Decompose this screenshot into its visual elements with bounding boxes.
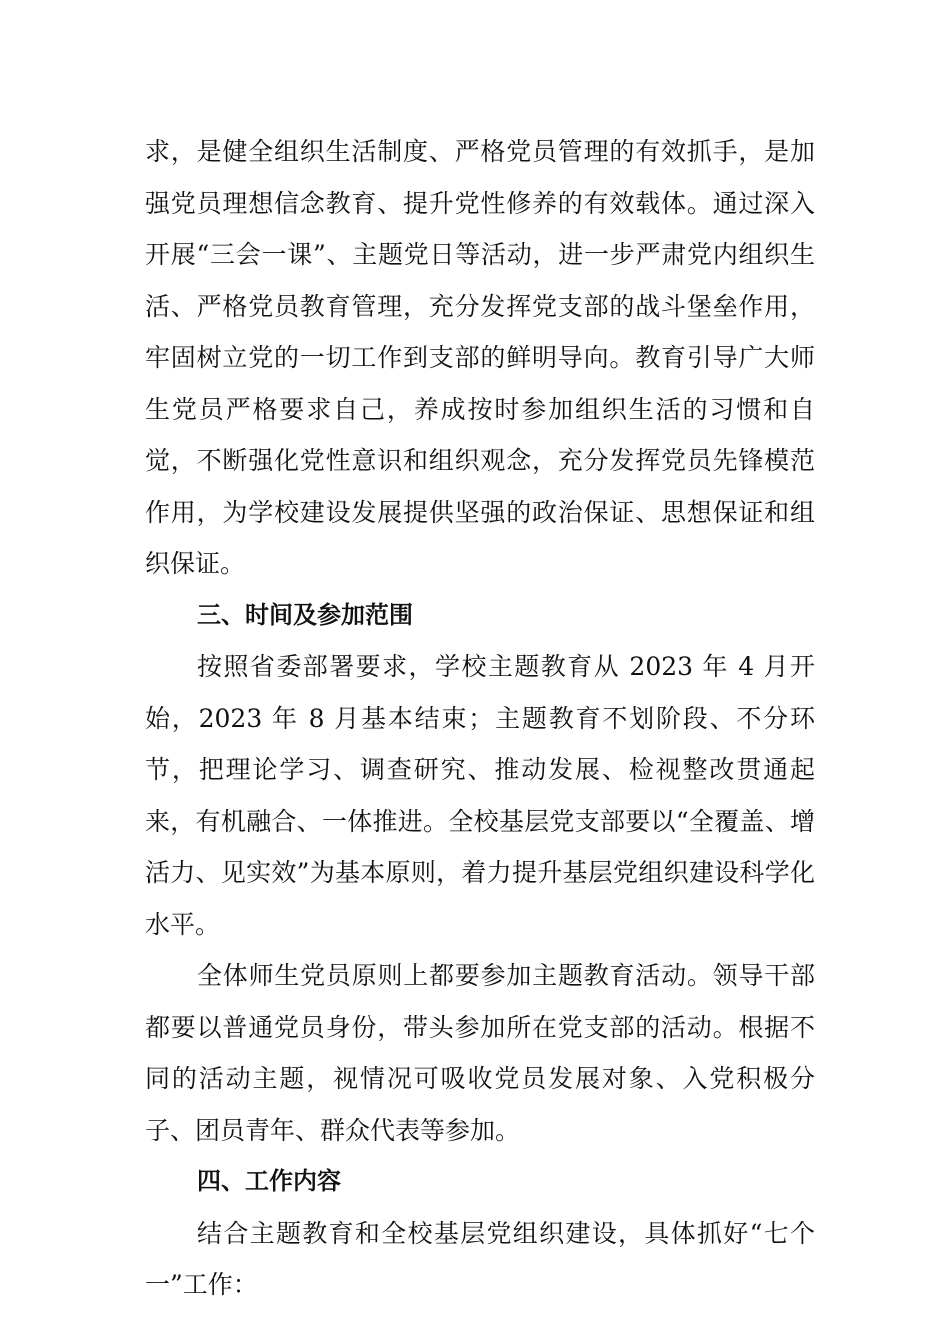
section-heading-time-scope: 三、时间及参加范围 [197,600,413,629]
paragraph-participants: 全体师生党员原则上都要参加主题教育活动。领导干部都要以普通党员身份，带头参加所在党支部的活动。根据不同的活动主题，视情况可吸收党员发展对象、入党积极分子、团员青年、群众代表等参加。 [145,961,815,1145]
document-body [145,126,815,1311]
paragraph-time-scope: 按照省委部署要求，学校主题教育从 2023 年 4 月开始，2023 年 8 月基本结束；主题教育不划阶段、不分环节，把理论学习、调查研究、推动发展、检视整改贯通起来，有机融合、一体推进。全校基层党支部要以“全覆盖、增活力、见实效”为基本原则，着力提升基层党组织建设科学化水平。 [145,652,815,939]
paragraph-work-content: 结合主题教育和全校基层党组织建设，具体抓好“七个一”工作： [145,1218,815,1299]
section-heading-work-content: 四、工作内容 [197,1167,341,1195]
paragraph-continuation: 求，是健全组织生活制度、严格党员管理的有效抓手，是加强党员理想信念教育、提升党性修养的有效载体。通过深入开展“三会一课”、主题党日等活动，进一步严肃党内组织生活、严格党员教育管理，充分发挥党支部的战斗堡垒作用，牢固树立党的一切工作到支部的鲜明导向。教育引导广大师生党员严格要求自己，养成按时参加组织生活的习惯和自觉，不断强化党性意识和组织观念，充分发挥党员先锋模范作用，为学校建设发展提供坚强的政治保证、思想保证和组织保证。 [145,137,815,578]
